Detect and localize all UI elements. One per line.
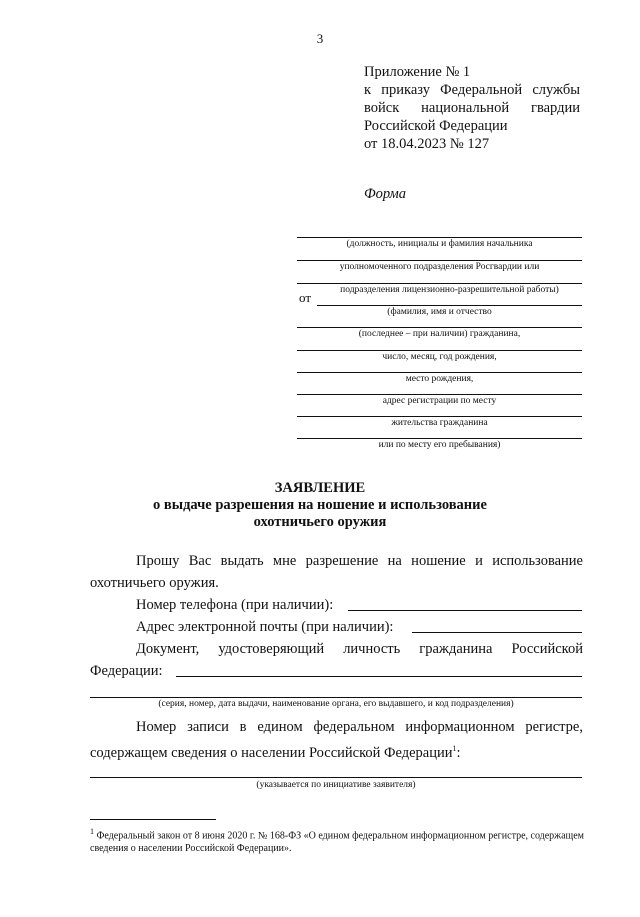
fill-line[interactable] bbox=[297, 237, 582, 238]
register-text: Номер записи в едином федеральном информационном регистре, bbox=[136, 719, 583, 735]
addressee-caption: место рождения, bbox=[405, 374, 474, 384]
appendix-line: Приложение № 1 bbox=[364, 64, 471, 80]
footnote-mark: 1 bbox=[90, 827, 94, 836]
register-colon: : bbox=[456, 744, 461, 761]
id-document-field[interactable] bbox=[176, 676, 582, 677]
request-text: охотничьего оружия. bbox=[90, 575, 219, 591]
footnote-separator bbox=[90, 819, 216, 820]
fill-line[interactable] bbox=[317, 305, 582, 306]
fill-line[interactable] bbox=[297, 260, 582, 261]
fill-line[interactable] bbox=[297, 350, 582, 351]
register-field[interactable] bbox=[90, 777, 582, 778]
document-title: ЗАЯВЛЕНИЕ bbox=[274, 480, 366, 496]
appendix-line: Российской Федерации bbox=[364, 118, 508, 134]
document-subtitle: охотничьего оружия bbox=[253, 514, 387, 530]
addressee-caption: (должность, инициалы и фамилия начальника bbox=[346, 239, 533, 249]
request-text: Прошу Вас выдать мне разрешение на ношение и использование bbox=[136, 553, 583, 569]
appendix-line: к приказу Федеральной службы bbox=[364, 82, 580, 98]
id-document-field[interactable] bbox=[90, 697, 582, 698]
fill-line[interactable] bbox=[297, 372, 582, 373]
fill-line[interactable] bbox=[297, 438, 582, 439]
appendix-block bbox=[364, 63, 580, 153]
addressee-caption: адрес регистрации по месту bbox=[382, 396, 497, 406]
footnote-text: Федеральный закон от 8 июня 2020 г. № 168-ФЗ «О едином федеральном информационном регистре, содержащем сведения о населении Российской Федерации». bbox=[90, 830, 584, 855]
fill-line[interactable] bbox=[297, 283, 582, 284]
addressee-caption: (фамилия, имя и отчество bbox=[387, 307, 492, 317]
phone-field[interactable] bbox=[348, 610, 582, 611]
addressee-caption: жительства гражданина bbox=[391, 418, 488, 428]
id-document-caption: (серия, номер, дата выдачи, наименование органа, его выдавшего, и код подразделения) bbox=[158, 699, 514, 709]
addressee-caption: (последнее – при наличии) гражданина, bbox=[358, 329, 521, 339]
form-label: Форма bbox=[364, 186, 406, 202]
addressee-caption: уполномоченного подразделения Росгвардии или bbox=[339, 262, 540, 272]
footnote bbox=[90, 825, 584, 855]
id-document-label: Федерации: bbox=[90, 663, 163, 679]
from-label: от bbox=[299, 290, 312, 305]
id-document-label: Документ, удостоверяющий личность гражданина Российской bbox=[136, 641, 583, 657]
page-number: 3 bbox=[316, 31, 324, 46]
document-subtitle: о выдаче разрешения на ношение и использование bbox=[153, 497, 487, 513]
footnote-reference[interactable]: 1 bbox=[452, 744, 457, 753]
addressee-caption: число, месяц, год рождения, bbox=[382, 352, 497, 362]
register-caption: (указывается по инициативе заявителя) bbox=[256, 780, 416, 790]
addressee-caption: подразделения лицензионно-разрешительной работы) bbox=[340, 285, 559, 295]
fill-line[interactable] bbox=[297, 416, 582, 417]
fill-line[interactable] bbox=[297, 327, 582, 328]
email-label: Адрес электронной почты (при наличии): bbox=[136, 619, 394, 635]
email-field[interactable] bbox=[412, 632, 582, 633]
register-text-line: содержащем сведения о населении Российской Федерации bbox=[90, 744, 453, 761]
addressee-caption: или по месту его пребывания) bbox=[378, 440, 501, 450]
appendix-line: от 18.04.2023 № 127 bbox=[364, 136, 490, 152]
fill-line[interactable] bbox=[297, 394, 582, 395]
phone-label: Номер телефона (при наличии): bbox=[136, 597, 334, 613]
appendix-line: войск национальной гвардии bbox=[364, 100, 580, 116]
register-text bbox=[90, 740, 461, 762]
